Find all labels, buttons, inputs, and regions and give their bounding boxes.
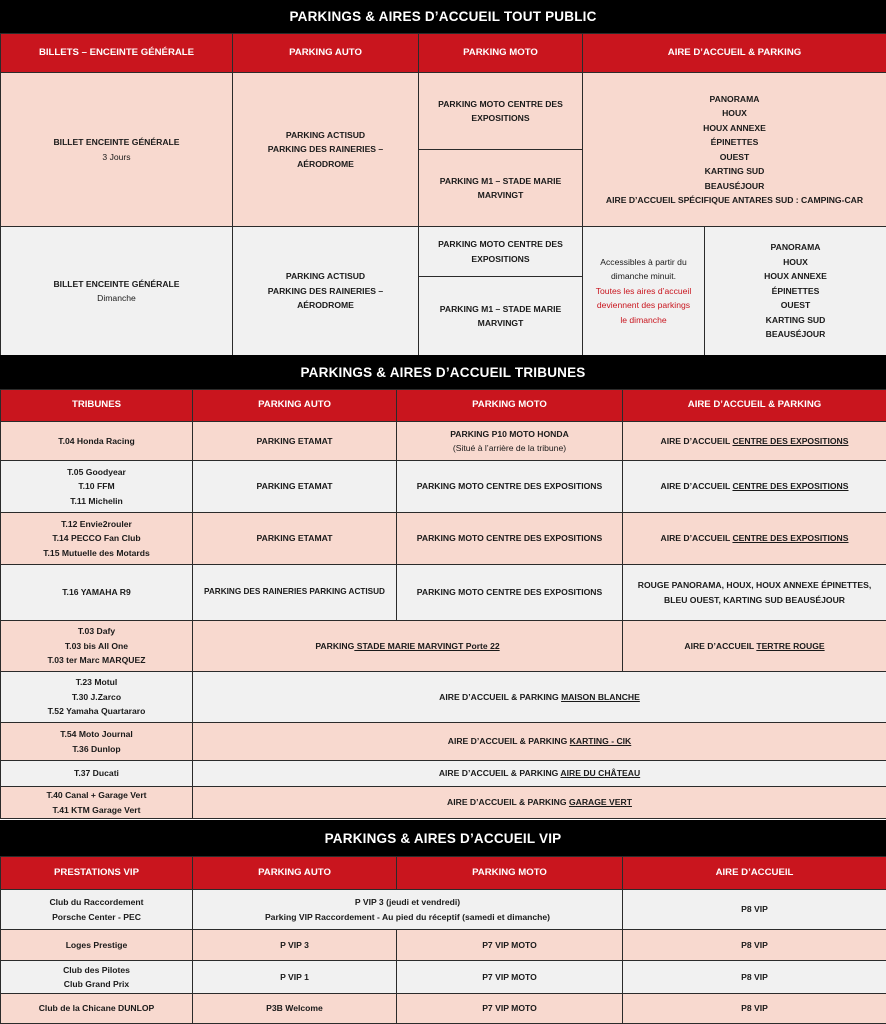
section-title-tribunes: PARKINGS & AIRES D’ACCUEIL TRIBUNES: [0, 355, 886, 389]
parking-moto-cell: PARKING MOTO CENTRE DES EXPOSITIONS: [397, 461, 623, 513]
aire-accueil-cell: P8 VIP: [623, 994, 886, 1024]
parking-auto-cell: P VIP 1: [193, 961, 397, 994]
parking-link[interactable]: STADE MARIE MARVINGT Porte 22: [354, 640, 500, 651]
parking-auto-cell: PARKING ETAMAT: [193, 513, 397, 565]
parking-moto-cell: PARKING M1 – STADE MARIE MARVINGT: [419, 150, 583, 227]
header-tribunes: TRIBUNES: [1, 390, 193, 422]
aire-accueil-cell: P8 VIP: [623, 890, 886, 930]
tribune-cell: T.04 Honda Racing: [1, 422, 193, 461]
dimanche-note-cell: Accessibles à partir du dimanche minuit. Toutes les aires d’accueil deviennent des parkings le dimanche: [583, 227, 705, 356]
header-parking-auto: PARKING AUTO: [193, 857, 397, 890]
prestation-cell: Club du Raccordement Porsche Center - PEC: [1, 890, 193, 930]
parking-moto-cell: P7 VIP MOTO: [397, 961, 623, 994]
header-parking-moto: PARKING MOTO: [397, 857, 623, 890]
aire-parking-cell: AIRE D’ACCUEIL & PARKING KARTING - CIK: [193, 723, 886, 761]
parking-auto-cell: P VIP 3: [193, 930, 397, 961]
header-aire-accueil: AIRE D’ACCUEIL: [623, 857, 886, 890]
table-row: [1, 890, 886, 930]
parking-auto-cell: PARKING ACTISUD PARKING DES RAINERIES – AÉRODROME: [233, 227, 419, 356]
aire-link[interactable]: TERTRE ROUGE: [756, 640, 825, 651]
aire-accueil-cell: P8 VIP: [623, 961, 886, 994]
header-prestations: PRESTATIONS VIP: [1, 857, 193, 890]
aire-link[interactable]: CENTRE DES EXPOSITIONS: [732, 481, 849, 492]
header-parking-moto: PARKING MOTO: [419, 34, 583, 73]
parking-moto-cell: P7 VIP MOTO: [397, 994, 623, 1024]
parking-cell: PARKING STADE MARIE MARVINGT Porte 22: [193, 621, 623, 672]
aire-accueil-cell: PANORAMA HOUX HOUX ANNEXE ÉPINETTES OUEST KARTING SUD BEAUSÉJOUR: [705, 227, 886, 356]
table-row: [1, 787, 886, 819]
aire-accueil-cell: AIRE D’ACCUEIL CENTRE DES EXPOSITIONS: [623, 461, 886, 513]
billet-cell: BILLET ENCEINTE GÉNÉRALE Dimanche: [1, 227, 233, 356]
parking-auto-cell: P3B Welcome: [193, 994, 397, 1024]
header-billets: BILLETS – ENCEINTE GÉNÉRALE: [1, 34, 233, 73]
tribune-cell: T.23 Motul T.30 J.Zarco T.52 Yamaha Quartararo: [1, 672, 193, 723]
billet-cell: BILLET ENCEINTE GÉNÉRALE 3 Jours: [1, 73, 233, 227]
parking-moto-cell: P7 VIP MOTO: [397, 930, 623, 961]
table-row: [1, 723, 886, 761]
header-row: [1, 857, 886, 890]
aire-parking-cell: AIRE D’ACCUEIL & PARKING GARAGE VERT: [193, 787, 886, 819]
parking-moto-cell: PARKING MOTO CENTRE DES EXPOSITIONS: [397, 513, 623, 565]
table-row: [1, 761, 886, 787]
aire-link[interactable]: CENTRE DES EXPOSITIONS: [732, 533, 849, 544]
section-title-vip: PARKINGS & AIRES D’ACCUEIL VIP: [0, 820, 886, 856]
parking-auto-cell: PARKING ETAMAT: [193, 422, 397, 461]
header-aire-accueil: AIRE D’ACCUEIL & PARKING: [583, 34, 886, 73]
aire-parking-cell: AIRE D’ACCUEIL & PARKING MAISON BLANCHE: [193, 672, 886, 723]
tribune-cell: T.16 YAMAHA R9: [1, 565, 193, 621]
header-parking-auto: PARKING AUTO: [193, 390, 397, 422]
parking-cell: P VIP 3 (jeudi et vendredi) Parking VIP Raccordement - Au pied du réceptif (samedi et dimanche): [193, 890, 623, 930]
aire-parking-cell: AIRE D’ACCUEIL & PARKING AIRE DU CHÂTEAU: [193, 761, 886, 787]
aire-link[interactable]: KARTING - CIK: [569, 736, 632, 747]
aire-accueil-cell: AIRE D’ACCUEIL CENTRE DES EXPOSITIONS: [623, 422, 886, 461]
parking-moto-cell: PARKING MOTO CENTRE DES EXPOSITIONS: [397, 565, 623, 621]
parking-moto-cell: PARKING MOTO CENTRE DES EXPOSITIONS: [419, 73, 583, 150]
header-row: [1, 390, 886, 422]
table-row: [1, 930, 886, 961]
aire-link[interactable]: AIRE DU CHÂTEAU: [560, 768, 641, 779]
aire-link[interactable]: MAISON BLANCHE: [561, 691, 640, 702]
tribune-cell: T.40 Canal + Garage Vert T.41 KTM Garage Vert: [1, 787, 193, 819]
table-row: [1, 422, 886, 461]
prestation-cell: Club de la Chicane DUNLOP: [1, 994, 193, 1024]
header-parking-moto: PARKING MOTO: [397, 390, 623, 422]
tribune-cell: T.12 Envie2rouler T.14 PECCO Fan Club T.15 Mutuelle des Motards: [1, 513, 193, 565]
header-aire-accueil: AIRE D’ACCUEIL & PARKING: [623, 390, 886, 422]
tribune-cell: T.37 Ducati: [1, 761, 193, 787]
table-row: [1, 672, 886, 723]
aire-accueil-cell: ROUGE PANORAMA, HOUX, HOUX ANNEXE ÉPINETTES, BLEU OUEST, KARTING SUD BEAUSÉJOUR: [623, 565, 886, 621]
tribune-cell: T.05 Goodyear T.10 FFM T.11 Michelin: [1, 461, 193, 513]
prestation-cell: Loges Prestige: [1, 930, 193, 961]
table-row: [1, 565, 886, 621]
aire-accueil-cell: AIRE D’ACCUEIL CENTRE DES EXPOSITIONS: [623, 513, 886, 565]
aire-link[interactable]: GARAGE VERT: [568, 797, 632, 808]
header-parking-auto: PARKING AUTO: [233, 34, 419, 73]
parking-auto-cell: PARKING ACTISUD PARKING DES RAINERIES – AÉRODROME: [233, 73, 419, 227]
parking-moto-cell: PARKING MOTO CENTRE DES EXPOSITIONS: [419, 227, 583, 277]
header-row: [1, 34, 886, 73]
aire-accueil-cell: AIRE D’ACCUEIL TERTRE ROUGE: [623, 621, 886, 672]
aire-link[interactable]: CENTRE DES EXPOSITIONS: [732, 435, 849, 446]
parking-moto-cell: PARKING P10 MOTO HONDA (Situé à l’arrière de la tribune): [397, 422, 623, 461]
table-tribunes: [0, 389, 886, 819]
aire-accueil-cell: PANORAMA HOUX HOUX ANNEXE ÉPINETTES OUEST KARTING SUD BEAUSÉJOUR AIRE D’ACCUEIL SPÉCIFIQUE ANTARES SUD : CAMPING-CAR: [583, 73, 886, 227]
tribune-cell: T.03 Dafy T.03 bis All One T.03 ter Marc MARQUEZ: [1, 621, 193, 672]
table-public: [0, 33, 886, 356]
aire-accueil-cell: P8 VIP: [623, 930, 886, 961]
table-row: [1, 994, 886, 1024]
table-vip: [0, 856, 886, 1024]
table-row: [1, 227, 886, 277]
tribune-cell: T.54 Moto Journal T.36 Dunlop: [1, 723, 193, 761]
table-row: [1, 461, 886, 513]
prestation-cell: Club des Pilotes Club Grand Prix: [1, 961, 193, 994]
table-row: [1, 621, 886, 672]
parking-auto-cell: PARKING DES RAINERIES PARKING ACTISUD: [193, 565, 397, 621]
parking-auto-cell: PARKING ETAMAT: [193, 461, 397, 513]
table-row: [1, 73, 886, 150]
table-row: [1, 513, 886, 565]
table-row: [1, 961, 886, 994]
parking-moto-cell: PARKING M1 – STADE MARIE MARVINGT: [419, 277, 583, 356]
section-title-public: PARKINGS & AIRES D’ACCUEIL TOUT PUBLIC: [0, 0, 886, 33]
